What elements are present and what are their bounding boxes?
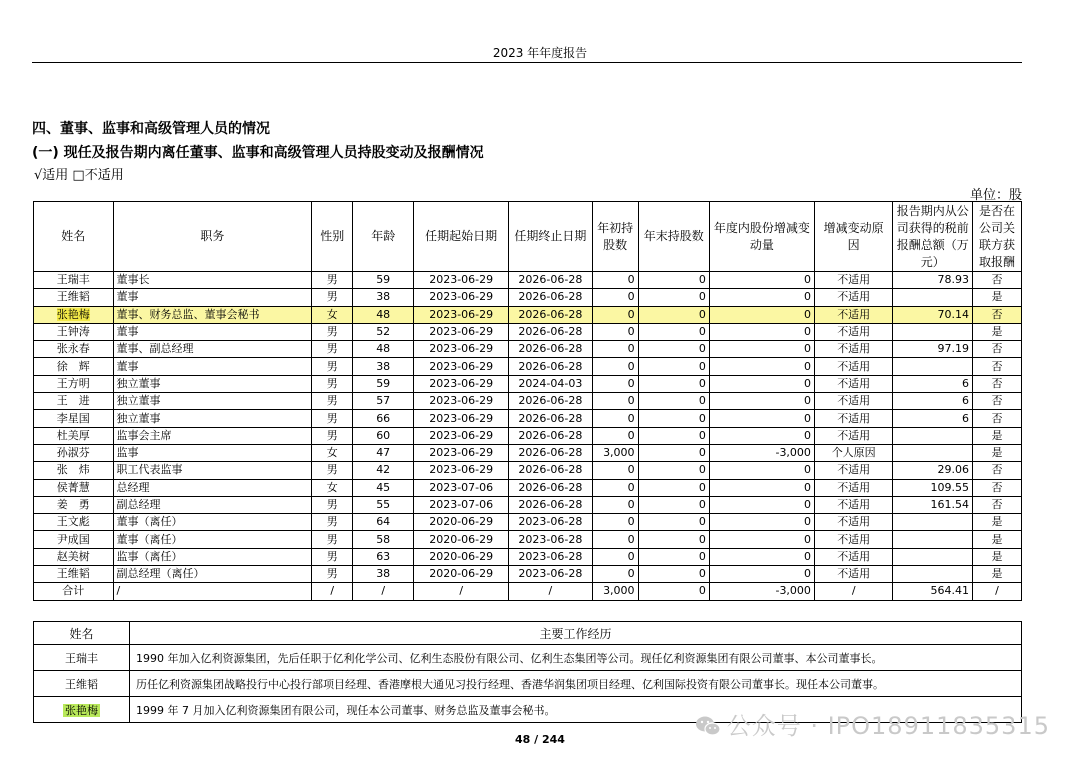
cell-position: 董事、财务总监、董事会秘书 [113,306,312,323]
cell-name: 尹成国 [34,531,114,548]
table-row [34,514,1022,531]
cell-term-start: 2023-06-29 [414,358,509,375]
cell-term-end: 2026-06-28 [509,410,593,427]
cell-term-end: 2024-04-03 [509,375,593,392]
cell-name: 王瑞丰 [34,272,114,289]
cell-age: 55 [353,496,414,513]
cell-shares-change: 0 [709,272,814,289]
cell-position: 副总经理（离任） [113,566,312,583]
bio-name-cell [34,645,130,671]
cell-name: 王钟涛 [34,323,114,340]
cell-shares-begin: 0 [592,341,638,358]
cell-position: 监事 [113,444,312,461]
table-row [34,323,1022,340]
cell-compensation: 6 [893,393,973,410]
cell-gender: 女 [312,306,353,323]
wechat-icon [695,715,721,737]
cell-shares-end: 0 [638,548,709,565]
cell-shares-begin: 0 [592,410,638,427]
cell-gender: 男 [312,393,353,410]
cell-term-end: 2026-06-28 [509,496,593,513]
cell-shares-change: 0 [709,548,814,565]
header-shares-end: 年末持股数 [638,202,709,272]
cell-term-start: 2023-07-06 [414,496,509,513]
cell-compensation [893,566,973,583]
cell-shares-begin: 0 [592,548,638,565]
table-total-row [34,583,1022,600]
cell-compensation [893,427,973,444]
table-row [34,272,1022,289]
header-shares-change: 年度内股份增减变动量 [709,202,814,272]
cell-shares-change: 0 [709,393,814,410]
cell-change-reason: 个人原因 [814,444,893,461]
cell-age: 63 [353,548,414,565]
cell-shares-end: 0 [638,427,709,444]
cell-term-start: 2023-06-29 [414,462,509,479]
cell-gender: 男 [312,358,353,375]
cell-term-end: 2026-06-28 [509,358,593,375]
cell-term-start: 2023-06-29 [414,323,509,340]
cell-position: 监事（离任） [113,548,312,565]
cell-term-end: 2026-06-28 [509,306,593,323]
cell-gender: 男 [312,341,353,358]
cell-compensation: 161.54 [893,496,973,513]
table-row [34,410,1022,427]
cell-related-party: 否 [972,393,1021,410]
cell-gender: 男 [312,272,353,289]
cell-shares-begin: 0 [592,566,638,583]
cell-name: 王方明 [34,375,114,392]
cell-position: 独立董事 [113,410,312,427]
cell-related-party: 否 [972,358,1021,375]
cell-shares-end: 0 [638,566,709,583]
cell-change-reason: 不适用 [814,289,893,306]
cell-shares-begin: 0 [592,272,638,289]
cell-shares-begin: 0 [592,393,638,410]
cell-change-reason: 不适用 [814,410,893,427]
cell-shares-begin: 3,000 [592,444,638,461]
cell-gender: / [312,583,353,600]
cell-related-party: 否 [972,410,1021,427]
header-rule [32,62,1022,63]
cell-shares-change: 0 [709,566,814,583]
applicability-checkbox-text: √适用 □不适用 [34,168,124,183]
cell-change-reason: 不适用 [814,479,893,496]
cell-shares-begin: 0 [592,289,638,306]
cell-change-reason: 不适用 [814,514,893,531]
cell-change-reason: 不适用 [814,496,893,513]
cell-age: 52 [353,323,414,340]
cell-term-start: 2023-06-29 [414,375,509,392]
cell-compensation [893,514,973,531]
cell-change-reason: 不适用 [814,462,893,479]
cell-term-end: / [509,583,593,600]
cell-term-end: 2026-06-28 [509,444,593,461]
cell-age: 58 [353,531,414,548]
cell-shares-change: 0 [709,341,814,358]
cell-compensation: 70.14 [893,306,973,323]
cell-shares-begin: 0 [592,496,638,513]
cell-age: 47 [353,444,414,461]
cell-age: 66 [353,410,414,427]
cell-related-party: 是 [972,289,1021,306]
cell-shares-begin: 0 [592,323,638,340]
cell-gender: 男 [312,514,353,531]
bio-header-experience: 主要工作经历 [130,622,1022,645]
cell-term-end: 2026-06-28 [509,427,593,444]
cell-name: 张永春 [34,341,114,358]
cell-name: 王维韬 [34,566,114,583]
cell-term-start: / [414,583,509,600]
table-row [34,548,1022,565]
cell-position: 独立董事 [113,375,312,392]
header-gender: 性别 [312,202,353,272]
bio-experience: 1990 年加入亿利资源集团，先后任职于亿利化学公司、亿利生态股份有限公司、亿利生态集团等公司。现任亿利资源集团有限公司董事、本公司董事长。 [130,645,1022,671]
header-shares-begin: 年初持股数 [592,202,638,272]
cell-term-start: 2023-06-29 [414,410,509,427]
cell-term-end: 2026-06-28 [509,393,593,410]
cell-shares-change: -3,000 [709,583,814,600]
cell-position: 独立董事 [113,393,312,410]
cell-term-start: 2020-06-29 [414,531,509,548]
table-row [34,393,1022,410]
cell-shares-end: 0 [638,583,709,600]
unit-label: 单位：股 [969,188,1022,203]
cell-shares-end: 0 [638,375,709,392]
cell-position: 董事 [113,358,312,375]
cell-shares-end: 0 [638,358,709,375]
cell-age: 45 [353,479,414,496]
cell-change-reason: 不适用 [814,358,893,375]
table-row [34,462,1022,479]
cell-name: 合计 [34,583,114,600]
cell-gender: 男 [312,548,353,565]
cell-change-reason: 不适用 [814,375,893,392]
cell-shares-begin: 3,000 [592,583,638,600]
cell-name: 徐 辉 [34,358,114,375]
cell-shares-begin: 0 [592,358,638,375]
table-row [34,444,1022,461]
cell-shares-end: 0 [638,444,709,461]
cell-term-end: 2026-06-28 [509,272,593,289]
cell-compensation: 78.93 [893,272,973,289]
cell-change-reason: 不适用 [814,531,893,548]
cell-name: 侯菁慧 [34,479,114,496]
cell-change-reason: 不适用 [814,306,893,323]
cell-position: 监事会主席 [113,427,312,444]
cell-position: 董事（离任） [113,514,312,531]
cell-position: 董事 [113,323,312,340]
cell-related-party: / [972,583,1021,600]
cell-term-end: 2026-06-28 [509,462,593,479]
bio-row [34,671,1022,697]
cell-shares-change: 0 [709,496,814,513]
cell-name: 杜美厚 [34,427,114,444]
cell-age: 38 [353,289,414,306]
cell-position: 总经理 [113,479,312,496]
cell-shares-change: 0 [709,306,814,323]
cell-change-reason: / [814,583,893,600]
cell-shares-change: 0 [709,514,814,531]
cell-compensation: 29.06 [893,462,973,479]
cell-shares-end: 0 [638,531,709,548]
table-row [34,289,1022,306]
cell-shares-end: 0 [638,323,709,340]
header-position: 职务 [113,202,312,272]
cell-gender: 男 [312,375,353,392]
cell-compensation: 109.55 [893,479,973,496]
bio-experience: 历任亿利资源集团战略投行中心投行部项目经理、香港摩根大通见习投行经理、香港华润集团项目经理、亿利国际投资有限公司董事长。现任本公司董事。 [130,671,1022,697]
cell-compensation: 564.41 [893,583,973,600]
cell-term-start: 2020-06-29 [414,566,509,583]
cell-name: 孙淑芬 [34,444,114,461]
cell-compensation: 97.19 [893,341,973,358]
report-header-title: 2023 年年度报告 [492,46,588,60]
table-row [34,566,1022,583]
cell-shares-end: 0 [638,479,709,496]
cell-term-end: 2026-06-28 [509,289,593,306]
cell-shares-change: 0 [709,358,814,375]
cell-name: 王 进 [34,393,114,410]
header-compensation: 报告期内从公司获得的税前报酬总额（万元） [893,202,973,272]
cell-related-party: 否 [972,462,1021,479]
cell-gender: 男 [312,531,353,548]
cell-related-party: 否 [972,496,1021,513]
cell-change-reason: 不适用 [814,393,893,410]
cell-change-reason: 不适用 [814,566,893,583]
cell-age: 48 [353,306,414,323]
cell-term-start: 2023-06-29 [414,341,509,358]
bio-name-cell [34,671,130,697]
cell-age: 42 [353,462,414,479]
cell-position: 职工代表监事 [113,462,312,479]
table-row [34,358,1022,375]
cell-term-start: 2023-07-06 [414,479,509,496]
cell-shares-begin: 0 [592,462,638,479]
cell-compensation [893,323,973,340]
cell-compensation: 6 [893,375,973,392]
cell-gender: 男 [312,289,353,306]
header-related-party: 是否在公司关联方获取报酬 [972,202,1021,272]
cell-term-end: 2023-06-28 [509,548,593,565]
table-row [34,427,1022,444]
cell-term-end: 2026-06-28 [509,323,593,340]
cell-position: / [113,583,312,600]
cell-gender: 男 [312,323,353,340]
cell-related-party: 是 [972,323,1021,340]
cell-name: 王文彪 [34,514,114,531]
cell-related-party: 否 [972,272,1021,289]
cell-related-party: 否 [972,479,1021,496]
bio-experience: 1999 年 7 月加入亿利资源集团有限公司，现任本公司董事、财务总监及董事会秘书。 [130,697,1022,723]
watermark [695,706,1050,741]
cell-related-party: 否 [972,375,1021,392]
table-row [34,479,1022,496]
cell-term-end: 2023-06-28 [509,566,593,583]
cell-related-party: 否 [972,341,1021,358]
cell-gender: 男 [312,566,353,583]
cell-shares-end: 0 [638,462,709,479]
cell-age: 60 [353,427,414,444]
cell-related-party: 是 [972,531,1021,548]
cell-shares-change: 0 [709,531,814,548]
cell-change-reason: 不适用 [814,427,893,444]
cell-name [34,306,114,323]
cell-related-party: 是 [972,444,1021,461]
cell-name: 李星国 [34,410,114,427]
header-term-end: 任期终止日期 [509,202,593,272]
cell-shares-begin: 0 [592,531,638,548]
cell-shares-end: 0 [638,496,709,513]
cell-shares-end: 0 [638,289,709,306]
cell-position: 董事 [113,289,312,306]
cell-age: 59 [353,272,414,289]
cell-change-reason: 不适用 [814,272,893,289]
cell-term-start: 2020-06-29 [414,514,509,531]
cell-term-end: 2023-06-28 [509,531,593,548]
cell-compensation [893,444,973,461]
cell-compensation [893,358,973,375]
cell-shares-change: -3,000 [709,444,814,461]
cell-gender: 女 [312,479,353,496]
cell-shares-end: 0 [638,514,709,531]
subsection-title: (一) 现任及报告期内离任董事、监事和高级管理人员持股变动及报酬情况 [32,145,484,161]
cell-shares-change: 0 [709,289,814,306]
bio-name: 王瑞丰 [65,651,98,665]
cell-age: 38 [353,566,414,583]
table-row [34,531,1022,548]
cell-shares-change: 0 [709,375,814,392]
cell-gender: 男 [312,496,353,513]
shareholding-compensation-table [33,201,1022,601]
cell-term-start: 2023-06-29 [414,306,509,323]
header-age: 年龄 [353,202,414,272]
bio-row [34,645,1022,671]
cell-age: 64 [353,514,414,531]
cell-shares-change: 0 [709,427,814,444]
header-change-reason: 增减变动原因 [814,202,893,272]
section-title: 四、董事、监事和高级管理人员的情况 [32,121,270,137]
cell-compensation: 6 [893,410,973,427]
cell-shares-end: 0 [638,272,709,289]
table-header-row [34,202,1022,272]
cell-age: 48 [353,341,414,358]
cell-position: 副总经理 [113,496,312,513]
cell-shares-end: 0 [638,393,709,410]
cell-shares-begin: 0 [592,306,638,323]
cell-shares-begin: 0 [592,514,638,531]
cell-shares-change: 0 [709,479,814,496]
cell-change-reason: 不适用 [814,323,893,340]
watermark-text: 公众号 · IPO18911835315 [726,712,1050,740]
header-term-start: 任期起始日期 [414,202,509,272]
cell-age: 57 [353,393,414,410]
page-number: 48 / 244 [515,733,565,746]
cell-shares-begin: 0 [592,479,638,496]
cell-position: 董事（离任） [113,531,312,548]
cell-name: 张 炜 [34,462,114,479]
cell-compensation [893,548,973,565]
cell-gender: 男 [312,427,353,444]
cell-name: 姜 勇 [34,496,114,513]
bio-name: 张艳梅 [65,703,98,717]
cell-shares-change: 0 [709,323,814,340]
highlighted-name: 张艳梅 [56,307,90,321]
cell-related-party: 是 [972,427,1021,444]
cell-term-start: 2023-06-29 [414,272,509,289]
cell-term-start: 2023-06-29 [414,444,509,461]
bio-header-row [34,622,1022,645]
cell-term-end: 2023-06-28 [509,514,593,531]
table-row [34,306,1022,323]
cell-position: 董事长 [113,272,312,289]
cell-shares-begin: 0 [592,375,638,392]
cell-gender: 男 [312,462,353,479]
cell-term-start: 2020-06-29 [414,548,509,565]
cell-shares-end: 0 [638,306,709,323]
cell-related-party: 是 [972,566,1021,583]
cell-age: / [353,583,414,600]
bio-name: 王维韬 [65,677,98,691]
cell-change-reason: 不适用 [814,341,893,358]
cell-shares-end: 0 [638,410,709,427]
cell-age: 38 [353,358,414,375]
cell-gender: 女 [312,444,353,461]
cell-age: 59 [353,375,414,392]
cell-term-end: 2026-06-28 [509,341,593,358]
table-row [34,341,1022,358]
cell-shares-change: 0 [709,410,814,427]
cell-shares-change: 0 [709,462,814,479]
cell-term-start: 2023-06-29 [414,427,509,444]
table-row [34,375,1022,392]
table-row [34,496,1022,513]
header-name: 姓名 [34,202,114,272]
cell-term-end: 2026-06-28 [509,479,593,496]
cell-change-reason: 不适用 [814,548,893,565]
cell-compensation [893,531,973,548]
cell-compensation [893,289,973,306]
cell-position: 董事、副总经理 [113,341,312,358]
cell-term-start: 2023-06-29 [414,289,509,306]
cell-related-party: 否 [972,306,1021,323]
bio-header-name: 姓名 [34,622,130,645]
cell-gender: 男 [312,410,353,427]
cell-shares-begin: 0 [592,427,638,444]
bio-name-cell [34,697,130,723]
cell-related-party: 是 [972,548,1021,565]
cell-term-start: 2023-06-29 [414,393,509,410]
cell-name: 赵美树 [34,548,114,565]
cell-name: 王维韬 [34,289,114,306]
cell-related-party: 是 [972,514,1021,531]
cell-shares-end: 0 [638,341,709,358]
